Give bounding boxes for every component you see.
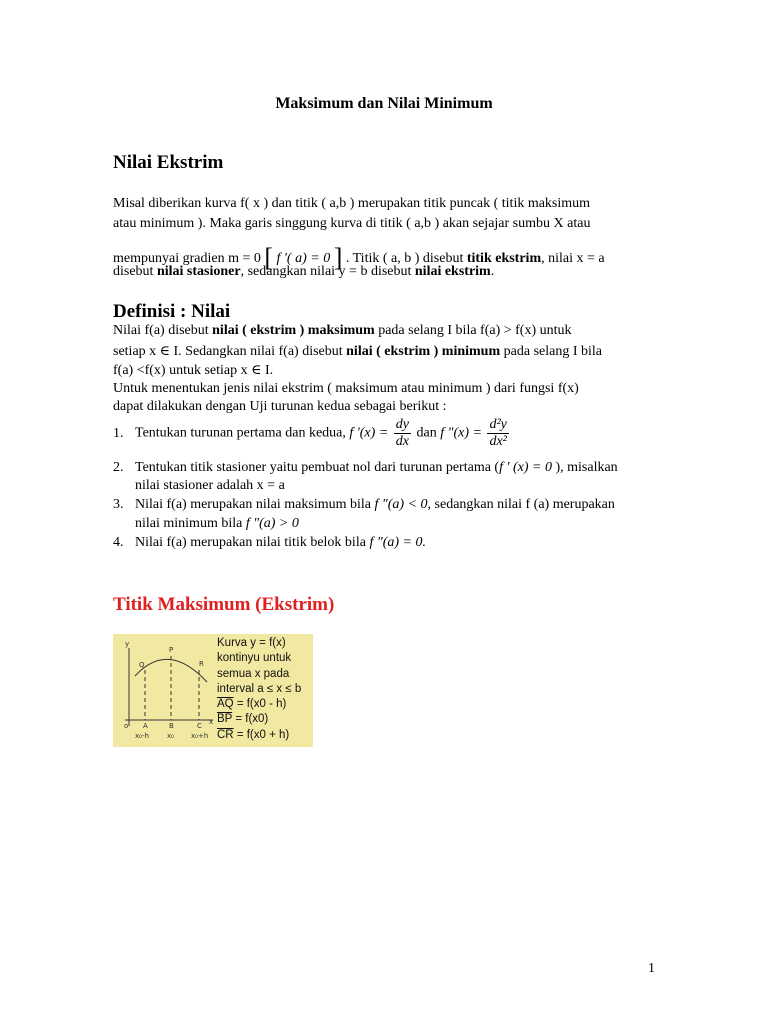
label-r: R bbox=[199, 660, 204, 668]
page-number: 1 bbox=[648, 961, 655, 976]
caption-text: = f(x0 + h) bbox=[233, 728, 290, 741]
caption-line: semua x pada bbox=[217, 667, 290, 680]
text: . bbox=[490, 264, 495, 279]
caption-aq bbox=[217, 697, 301, 712]
list-text: Nilai f(a) merupakan nilai maksimum bila bbox=[135, 497, 371, 512]
denominator: dx² bbox=[489, 434, 507, 449]
term-nilai-stasioner: nilai stasioner bbox=[156, 264, 241, 279]
paragraph-line: dapat dilakukan dengan Uji turunan kedua sebagai berikut : bbox=[113, 399, 447, 414]
label-a: A bbox=[143, 722, 148, 730]
fraction-d2y-dx2 bbox=[487, 417, 508, 450]
list-number: 1. bbox=[113, 425, 124, 441]
caption-bp bbox=[217, 712, 301, 727]
paragraph-line bbox=[113, 343, 602, 360]
label-x0-plus-h: x₀+h bbox=[191, 732, 209, 740]
formula-f-prime-x: f ' (x) = 0 bbox=[499, 460, 552, 475]
term-nilai-ekstrim: nilai ekstrim bbox=[414, 264, 491, 279]
text: , sedangkan nilai y = b disebut bbox=[240, 264, 412, 279]
left-bracket: [ bbox=[264, 243, 274, 272]
numerator: dy bbox=[395, 417, 409, 432]
list-number: 2. bbox=[113, 460, 124, 475]
list-item-1 bbox=[113, 417, 511, 450]
list-item-2 bbox=[113, 460, 618, 476]
text: pada selang I bila bbox=[503, 344, 602, 359]
segment-cr: $\overline{CR}$ bbox=[217, 728, 234, 741]
text: , nilai x = a bbox=[541, 251, 605, 266]
formula-f-prime-a: f '( a) = 0 bbox=[276, 251, 331, 266]
caption-cr bbox=[217, 728, 301, 743]
list-text: Tentukan titik stasioner yaitu pembuat nol dari turunan pertama ( bbox=[135, 460, 500, 475]
fraction-dy-dx bbox=[394, 417, 411, 450]
text: . Titik ( a, b ) disebut bbox=[345, 251, 464, 266]
list-text: , sedangkan nilai f (a) merupakan bbox=[427, 497, 615, 512]
numerator: d²y bbox=[489, 417, 507, 432]
list-number: 4. bbox=[113, 535, 124, 550]
list-item-3 bbox=[113, 497, 615, 513]
text: disebut bbox=[113, 264, 154, 279]
label-x: x bbox=[209, 718, 214, 726]
right-bracket: ] bbox=[333, 243, 343, 272]
label-x0: x₀ bbox=[167, 732, 174, 740]
formula-f-double-prime-a: f "(a) < 0 bbox=[374, 497, 428, 512]
caption-line: kontinyu untuk bbox=[217, 652, 292, 665]
list-number: 3. bbox=[113, 497, 124, 512]
segment-aq: $\overline{AQ}$ bbox=[217, 698, 234, 711]
paragraph-line: Misal diberikan kurva f( x ) dan titik ( a,b ) merupakan titik puncak ( titik maksimum bbox=[113, 196, 591, 211]
label-o: o bbox=[124, 722, 129, 730]
label-y: y bbox=[125, 640, 130, 648]
text: Nilai f(a) disebut bbox=[113, 323, 209, 338]
caption-line: interval a ≤ x ≤ b bbox=[217, 682, 302, 695]
text: dan bbox=[416, 425, 437, 441]
text: mempunyai gradien m = 0 bbox=[113, 251, 261, 266]
label-p: P bbox=[169, 646, 174, 654]
label-q: Q bbox=[139, 661, 145, 669]
paragraph-line: Untuk menentukan jenis nilai ekstrim ( maksimum atau minimum ) dari fungsi f(x) bbox=[113, 381, 579, 396]
term-titik-ekstrim: titik ekstrim bbox=[466, 251, 542, 266]
heading-nilai-ekstrim: Nilai Ekstrim bbox=[113, 152, 224, 173]
caption-line: Kurva y = f(x) bbox=[217, 637, 286, 649]
list-item-2-continuation: nilai stasioner adalah x = a bbox=[135, 478, 285, 493]
segment-bp: $\overline{BP}$ bbox=[217, 713, 233, 726]
term-nilai-maksimum: nilai ( ekstrim ) maksimum bbox=[212, 323, 375, 338]
list-item-4 bbox=[113, 535, 426, 551]
formula-f-double-prime-a: f "(a) > 0 bbox=[245, 516, 299, 531]
heading-titik-maksimum: Titik Maksimum (Ekstrim) bbox=[113, 594, 335, 615]
formula-f-double-prime-a: f "(a) = 0. bbox=[369, 535, 426, 550]
label-x0-minus-h: x₀-h bbox=[135, 732, 149, 740]
text: pada selang I bila f(a) > f(x) untuk bbox=[378, 323, 572, 338]
caption-text: = f(x0 - h) bbox=[233, 698, 287, 711]
list-text: Nilai f(a) merupakan nilai titik belok bila bbox=[135, 535, 366, 550]
caption-text: = f(x0) bbox=[232, 713, 269, 726]
formula-f-prime: f '(x) = bbox=[349, 425, 389, 441]
label-b: B bbox=[169, 722, 174, 730]
figure-caption bbox=[217, 636, 301, 743]
term-nilai-minimum: nilai ( ekstrim ) minimum bbox=[346, 344, 501, 359]
paragraph-line bbox=[113, 323, 572, 339]
paragraph-line: f(a) <f(x) untuk setiap x ∈ I. bbox=[113, 363, 274, 378]
formula-f-double-prime: f "(x) = bbox=[440, 425, 482, 441]
text: setiap x ∈ I. Sedangkan nilai f(a) disebut bbox=[113, 344, 343, 359]
document-title: Maksimum dan Nilai Minimum bbox=[275, 95, 493, 112]
denominator: dx bbox=[395, 434, 409, 449]
paragraph-line: atau minimum ). Maka garis singgung kurva di titik ( a,b ) akan sejajar sumbu X atau bbox=[113, 216, 591, 231]
figure-titik-maksimum bbox=[113, 634, 313, 747]
paragraph-line bbox=[113, 264, 494, 280]
list-text: Tentukan turunan pertama dan kedua, bbox=[135, 425, 346, 441]
curve-sketch bbox=[113, 634, 217, 747]
list-text: nilai minimum bila bbox=[135, 516, 243, 531]
list-text: ), misalkan bbox=[555, 460, 618, 475]
label-c: C bbox=[197, 722, 202, 730]
list-item-3-continuation bbox=[135, 516, 299, 532]
heading-definisi: Definisi : Nilai bbox=[113, 301, 231, 322]
